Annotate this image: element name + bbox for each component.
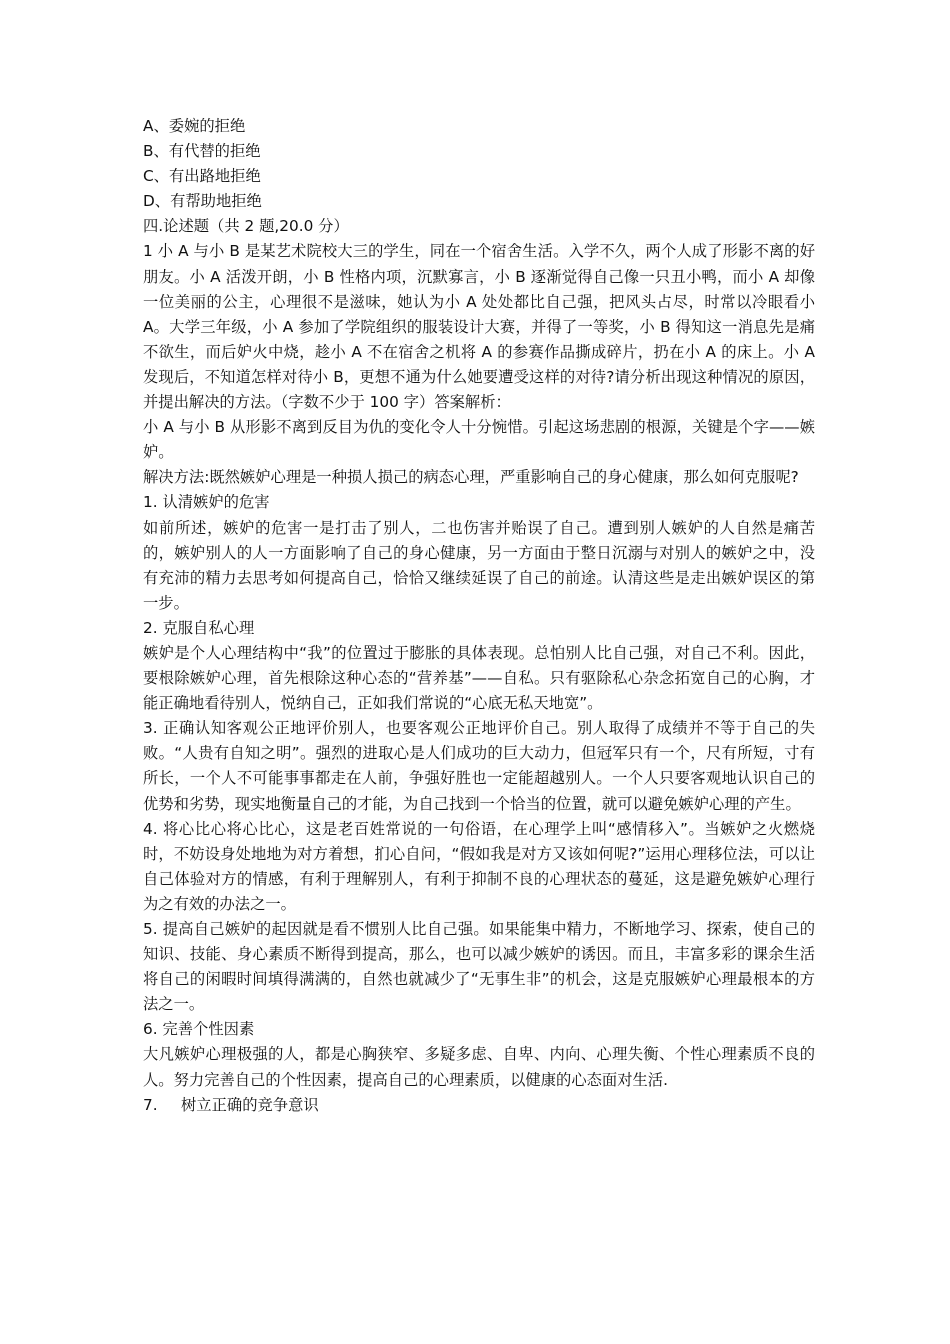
- option-c: C、有出路地拒绝: [143, 167, 261, 186]
- point-3: 3. 正确认知客观公正地评价别人，也要客观公正地评价自己。别人取得了成绩并不等于自己的失败。“人贵有自知之明”。强烈的进取心是人们成功的巨大动力，但冠军只有一个，尺有所短，寸有所长，一个人不可能事事都走在人前，争强好胜也一定能超越别人。一个人只要客观地认识自己的优势和劣势，现实地衡量自己的才能，为自己找到一个恰当的位置，就可以避免嫉妒心理的产生。: [143, 719, 815, 813]
- point-7-text: 树立正确的竞争意识: [181, 1095, 319, 1114]
- point-2-body: 嫉妒是个人心理结构中“我”的位置过于膨胀的具体表现。总怕别人比自己强，对自己不利。因此，要根除嫉妒心理，首先根除这种心态的“营养基”——自私。只有驱除私心杂念拓宽自己的心胸，才能正确地看待别人，悦纳自己，正如我们常说的“心底无私天地宽”。: [143, 643, 815, 713]
- point-5: 5. 提高自己嫉妒的起因就是看不惯别人比自己强。如果能集中精力，不断地学习、探索，使自己的知识、技能、身心素质不断得到提高，那么，也可以减少嫉妒的诱因。而且，丰富多彩的课余生活将自己的闲暇时间填得满满的，自然也就减少了“无事生非”的机会，这是克服嫉妒心理最根本的方法之一。: [143, 920, 815, 1014]
- section-heading: 四.论述题（共 2 题,20.0 分）: [143, 217, 349, 236]
- point-4: 4. 将心比心将心比心，这是老百姓常说的一句俗语，在心理学上叫“感情移入”。当嫉妒之火燃烧时，不妨设身处地地为对方着想，扪心自问，“假如我是对方又该如何呢?”运用心理移位法，可以让自己体验对方的情感，有利于理解别人，有利于抑制不良的心理状态的蔓延，这是避免嫉妒心理行为之有效的办法之一。: [143, 819, 815, 913]
- point-2-heading: 2. 克服自私心理: [143, 618, 255, 637]
- solution-intro: 解决方法:既然嫉妒心理是一种损人损己的病态心理，严重影响自己的身心健康，那么如何克服呢?: [143, 468, 799, 487]
- point-6-heading: 6. 完善个性因素: [143, 1020, 255, 1039]
- point-6-body: 大凡嫉妒心理极强的人，都是心胸狭窄、多疑多虑、自卑、内向、心理失衡、个性心理素质不良的人。努力完善自己的个性因素，提高自己的心理素质，以健康的心态面对生活.: [143, 1045, 815, 1089]
- point-7-heading: [143, 1093, 815, 1118]
- option-a: A、委婉的拒绝: [143, 117, 246, 135]
- option-d: D、有帮助地拒绝: [143, 192, 262, 211]
- analysis-text: 小 A 与小 B 从形影不离到反目为仇的变化令人十分惋惜。引起这场悲剧的根源，关键是个字——嫉妒。: [143, 418, 815, 462]
- question-text: 1 小 A 与小 B 是某艺术院校大三的学生，同在一个宿舍生活。入学不久，两个人成了形影不离的好朋友。小 A 活泼开朗，小 B 性格内项，沉默寡言，小 B 逐渐觉得自己像一只丑小鸭，而小 A 却像一位美丽的公主，心理很不是滋味，她认为小 A 处处都比自己强，把风头占尽，时常以冷眼看小 A。大学三年级，小 A 参加了学院组织的服装设计大赛，并得了一等奖，小 B 得知这一消息先是痛不欲生，而后妒火中烧，趁小 A 不在宿舍之机将 A 的参赛作品撕成碎片，扔在小 A 的床上。小 A 发现后，不知道怎样对待小 B，更想不通为什么她要遭受这样的对待?请分析出现这种情况的原因，并提出解决的方法。（字数不少于 100 字）答案解析：: [143, 242, 815, 412]
- point-7-number: 7.: [143, 1095, 158, 1114]
- point-1-heading: 1. 认清嫉妒的危害: [143, 493, 270, 512]
- point-1-body: 如前所述，嫉妒的危害一是打击了别人，二也伤害并贻误了自己。遭到别人嫉妒的人自然是痛苦的，嫉妒别人的人一方面影响了自己的身心健康，另一方面由于整日沉溺与对别人的嫉妒之中，没有充沛的精力去思考如何提高自己，恰恰又继续延误了自己的前途。认清这些是走出嫉妒误区的第一步。: [143, 518, 815, 612]
- document-body: [143, 114, 815, 1118]
- option-b: B、有代替的拒绝: [143, 142, 261, 161]
